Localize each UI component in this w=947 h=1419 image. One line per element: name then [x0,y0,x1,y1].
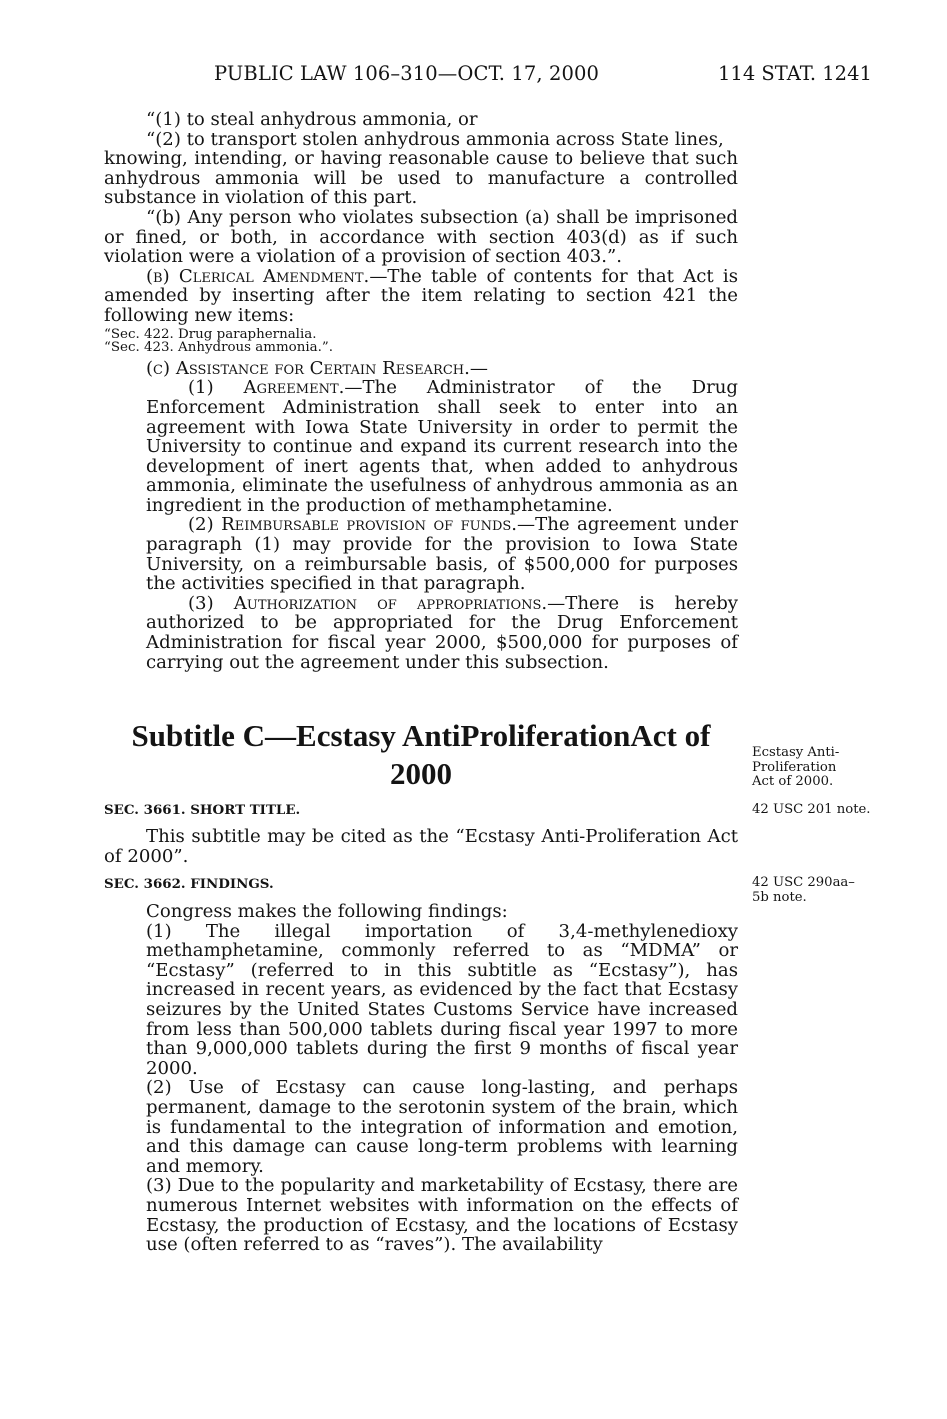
paragraph-c1 [104,378,738,515]
subtitle-line-1: Subtitle C—Ecstasy AntiProliferationAct of [131,718,711,753]
paragraph-clerical-amendment [104,267,738,326]
findings-intro: Congress makes the following findings: [146,901,508,922]
c1-text: —The Administrator of the Drug Enforcement Administration shall seek to enter into an agreement with Iowa State University in order to permit the University to continue and expand its current research into the development of inert agents that, when added to anhydrous ammonia, eliminate the usefulness of anhydrous ammonia as an ingredient in the production of methamphetamine. [146,377,739,516]
c2-text: —The agreement under paragraph (1) may provide for the provision to Iowa State University, on a reimbursable basis, of $500,000 for purposes the activities specified in that paragraph. [146,514,738,595]
section-3661-text: This subtitle may be cited as the “Ecstasy Anti-Proliferation Act of 2000”. [104,826,738,867]
paragraph-b-penalty: “(b) Any person who violates subsection (a) shall be imprisoned or fined, or both, in accordance with section 403(d) as if such violation were a violation of a provision of section 403.”. [104,206,738,268]
paragraph-c-heading [104,359,738,379]
research-dash: — [469,357,488,379]
margin-note-3661: 42 USC 201 note. [752,802,871,817]
paragraph-c3 [104,594,738,672]
running-header-law: PUBLIC LAW 106–310—OCT. 17, 2000 [214,62,599,85]
research-heading: (c) Assistance for Certain Research. [146,357,470,379]
clerical-heading: (b) Clerical Amendment. [146,265,370,287]
c1-heading: (1) Agreement. [188,377,345,399]
paragraph-steal: “(1) to steal anhydrous ammonia, or [146,109,478,130]
finding-3: (3) Due to the popularity and marketability of Ecstasy, there are numerous Internet websites with information on the effects of Ecstasy, the production of Ecstasy, and the locations of Ecstasy use (often referred to as “raves”). The availability [146,1175,738,1256]
finding-1: (1) The illegal importation of 3,4-methylenedioxy methamphetamine, commonly referred to as “MDMA” or “Ecstasy” (referred to in this subtitle as “Ecstasy”), has increased in recent years, as evidenced by the fact that Ecstasy seizures by the United States Customs Service have increased from less than 500,000 tablets during fiscal year 1997 to more than 9,000,000 tablets during the first 9 months of fiscal year 2000. [146,920,738,1079]
paragraph-transport-text: “(2) to transport stolen anhydrous ammonia across State lines, [146,128,724,150]
section-3662-body [104,902,738,1255]
margin-note-subtitle: Ecstasy Anti- Proliferation Act of 2000. [752,745,840,789]
toc-item-423: “Sec. 423. Anhydrous ammonia.”. [104,340,333,356]
body-text-top [104,110,738,672]
paragraph-c2 [104,515,738,593]
section-3661-heading: SEC. 3661. SHORT TITLE. [104,802,301,818]
c3-text: —There is hereby authorized to be appropriated for the Drug Enforcement Administration for fiscal year 2000, $500,000 for purposes of carrying out the agreement under this subsection. [146,592,738,673]
running-header-stat: 114 STAT. 1241 [718,62,872,85]
subtitle-line-2: 2000 [390,756,452,791]
section-3662-heading: SEC. 3662. FINDINGS. [104,876,274,892]
c2-heading: (2) Reimbursable provision of funds. [188,514,518,536]
section-3661-body [104,827,738,866]
subtitle-heading [104,717,738,793]
clerical-text: —The table of contents for that Act is amended by inserting after the item relating to section 421 the following new items: [104,265,738,326]
paragraph-knowing: knowing, intending, or having reasonable cause to believe that such anhydrous ammonia will be used to manufacture a controlled substance in violation of this part. [104,148,738,209]
c3-heading: (3) Authorization of appropriations. [188,592,548,614]
finding-2: (2) Use of Ecstasy can cause long-lasting, and perhaps permanent, damage to the serotonin system of the brain, which is fundamental to the integration of information and emotion, and this damage can cause long-term problems with learning and memory. [146,1077,738,1177]
paragraph-transport [104,130,738,150]
margin-note-3662: 42 USC 290aa– 5b note. [752,875,855,905]
toc-items [104,328,738,355]
toc-item-422: “Sec. 422. Drug paraphernalia. [104,326,317,342]
